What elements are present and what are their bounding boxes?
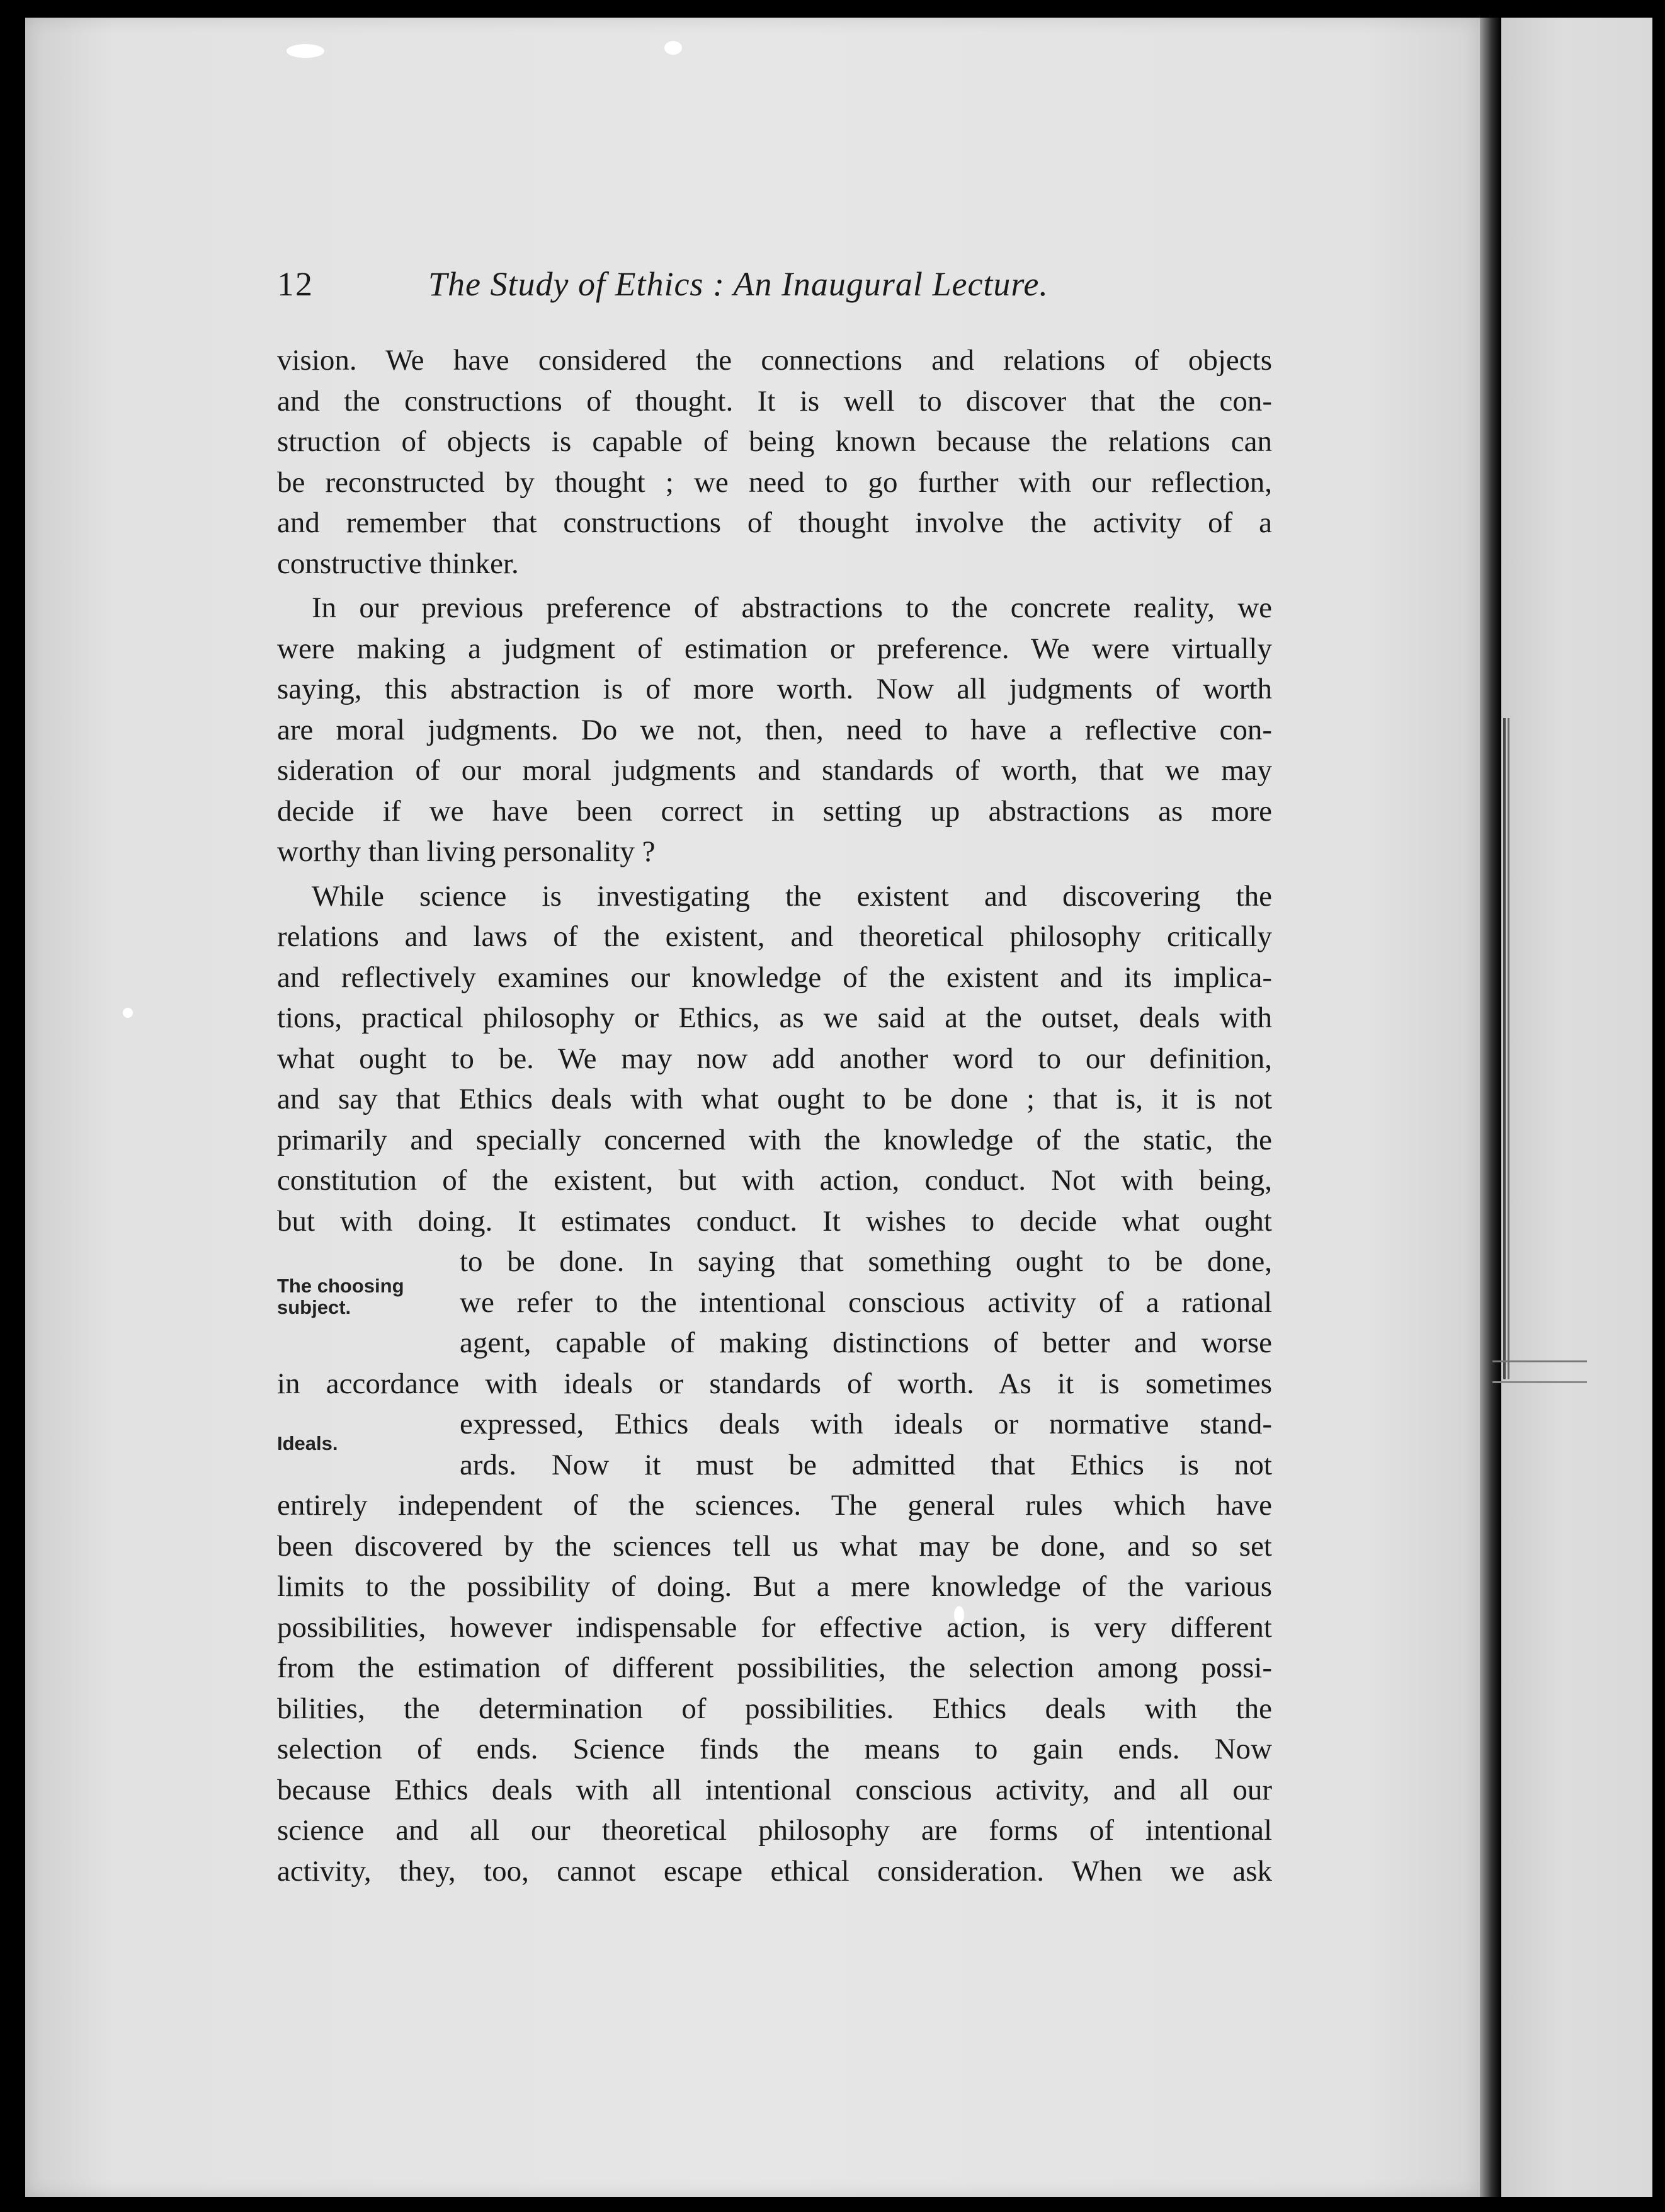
scan-speck xyxy=(123,1008,133,1018)
text-line: from the estimation of different possibilities, the selection among possi- xyxy=(277,1651,1272,1684)
text-line: decide if we have been correct in setting up abstractions as more xyxy=(277,794,1272,828)
sidenote-ideals: Ideals. xyxy=(277,1432,338,1454)
text-line: but with doing. It estimates conduct. It wishes to decide what ought xyxy=(277,1204,1272,1238)
body-text xyxy=(277,340,1272,1891)
text-line: relations and laws of the existent, and theoretical philosophy critically xyxy=(277,920,1272,953)
text-line: been discovered by the sciences tell us what may be done, and so set xyxy=(277,1529,1272,1563)
adjacent-page-mark xyxy=(1492,1360,1587,1383)
text-line: vision. We have considered the connections and relations of objects xyxy=(277,344,1272,377)
text-line: were making a judgment of estimation or preference. We were virtually xyxy=(277,632,1272,665)
text-line: be reconstructed by thought ; we need to go further with our reflection, xyxy=(277,465,1272,499)
text-line: bilities, the determination of possibilities. Ethics deals with the xyxy=(277,1692,1272,1725)
text-line: expressed, Ethics deals with ideals or normative stand- xyxy=(460,1408,1272,1440)
text-line: tions, practical philosophy or Ethics, as we said at the outset, deals with xyxy=(277,1001,1272,1034)
page-number: 12 xyxy=(277,265,314,303)
text-line: sideration of our moral judgments and standards of worth, that we may xyxy=(277,754,1272,787)
text-line: and the constructions of thought. It is well to discover that the con- xyxy=(277,384,1272,418)
text-line: and remember that constructions of thought involve the activity of a xyxy=(277,506,1272,539)
text-line: in accordance with ideals or standards of worth. As it is sometimes xyxy=(277,1367,1272,1400)
sidenote-choosing-subject: The choosing subject. xyxy=(277,1275,404,1318)
text-line: and say that Ethics deals with what ought to be done ; that is, it is not xyxy=(277,1083,1272,1115)
running-title: The Study of Ethics : An Inaugural Lecture. xyxy=(428,265,1048,303)
text-line: science and all our theoretical philosophy are forms of intentional xyxy=(277,1814,1272,1847)
text-line: agent, capable of making distinctions of better and worse xyxy=(460,1326,1272,1359)
text-line: While science is investigating the existent and discovering the xyxy=(312,879,1272,913)
running-head xyxy=(277,265,1335,315)
text-line: to be done. In saying that something ought to be done, xyxy=(460,1245,1272,1278)
text-line: limits to the possibility of doing. But a mere knowledge of the various xyxy=(277,1570,1272,1603)
book-gutter xyxy=(1480,18,1501,2197)
text-line: entirely independent of the sciences. The general rules which have xyxy=(277,1489,1272,1522)
text-line: constructive thinker. xyxy=(277,547,519,580)
text-line: selection of ends. Science finds the means to gain ends. Now xyxy=(277,1733,1272,1765)
adjacent-page-rule xyxy=(1503,718,1509,1379)
text-line: possibilities, however indispensable for effective action, is very different xyxy=(277,1611,1272,1644)
text-line: and reflectively examines our knowledge of the existent and its implica- xyxy=(277,961,1272,994)
text-line: what ought to be. We may now add another word to our definition, xyxy=(277,1042,1272,1075)
adjacent-page-edge xyxy=(1501,18,1652,2197)
scan-speck xyxy=(287,44,324,58)
scan-speck xyxy=(664,41,682,55)
text-line: activity, they, too, cannot escape ethical consideration. When we ask xyxy=(277,1854,1272,1888)
text-line: we refer to the intentional conscious activity of a rational xyxy=(460,1286,1272,1319)
text-line: primarily and specially concerned with the knowledge of the static, the xyxy=(277,1123,1272,1156)
text-line: ards. Now it must be admitted that Ethics is not xyxy=(460,1448,1272,1481)
text-line: constitution of the existent, but with action, conduct. Not with being, xyxy=(277,1164,1272,1197)
text-line: saying, this abstraction is of more worth. Now all judgments of worth xyxy=(277,673,1272,705)
text-line: struction of objects is capable of being known because the relations can xyxy=(277,425,1272,458)
text-line: because Ethics deals with all intentional conscious activity, and all our xyxy=(277,1773,1272,1806)
text-line: worthy than living personality ? xyxy=(277,835,656,868)
text-line: In our previous preference of abstractions to the concrete reality, we xyxy=(312,591,1272,624)
text-line: are moral judgments. Do we not, then, need to have a reflective con- xyxy=(277,713,1272,746)
